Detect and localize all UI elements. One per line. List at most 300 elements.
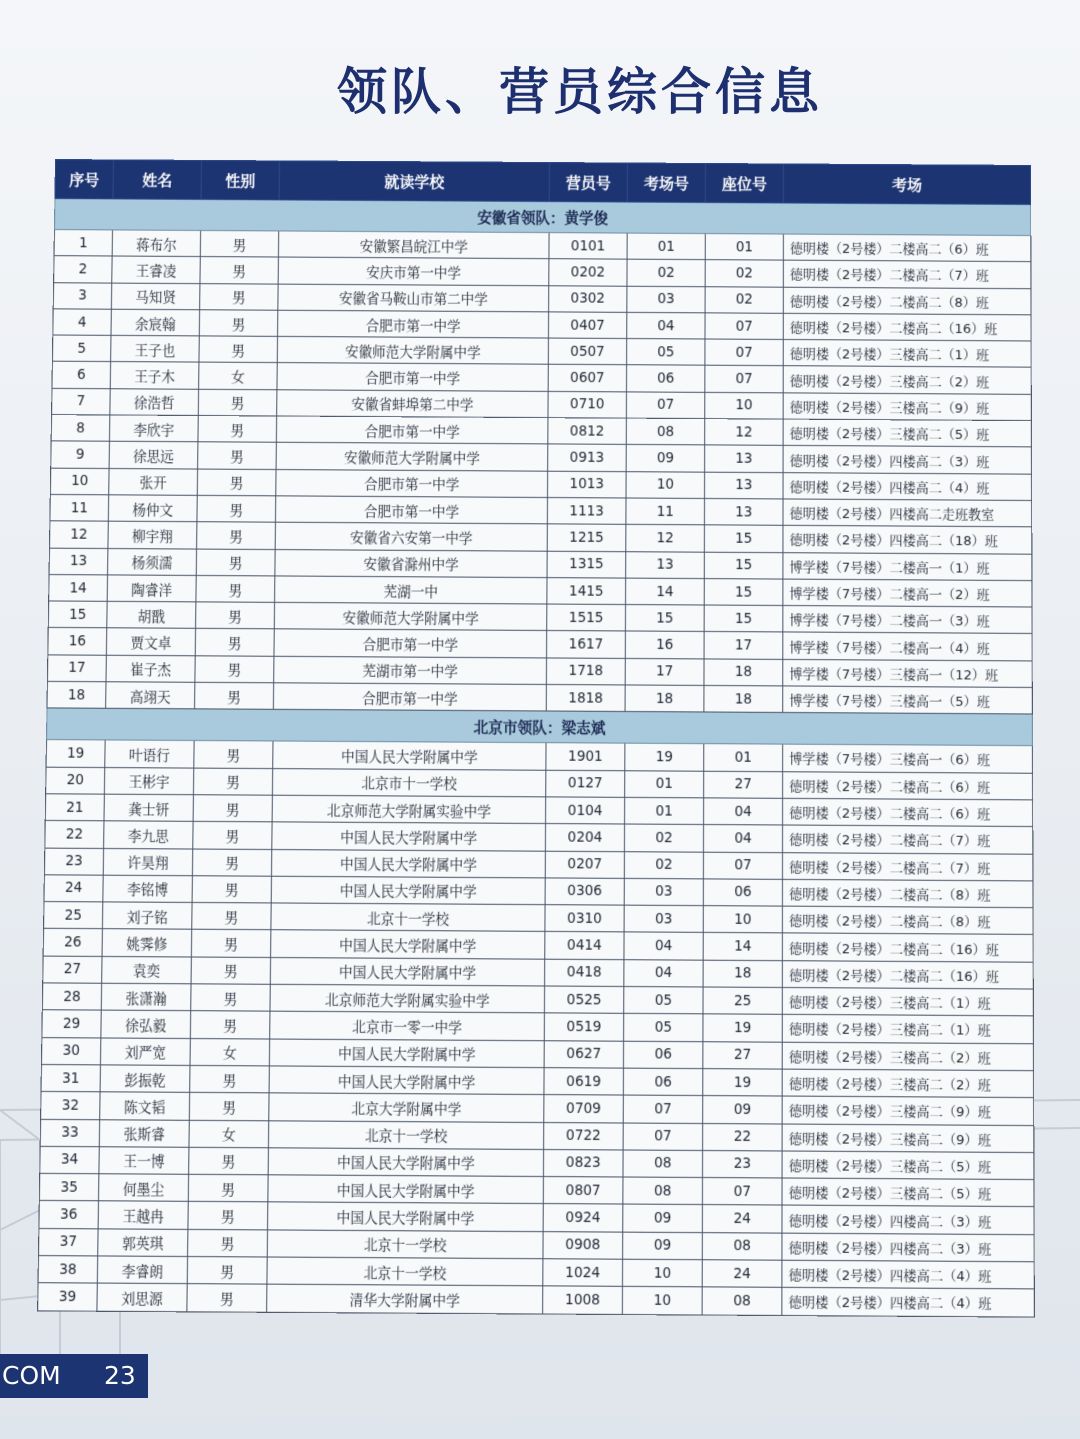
cell-room-number: 14 bbox=[626, 578, 705, 605]
cell-room-number: 09 bbox=[623, 1204, 703, 1232]
cell-index: 30 bbox=[41, 1037, 100, 1065]
cell-school: 安徽省滁州中学 bbox=[275, 549, 547, 577]
cell-name: 叶语行 bbox=[105, 740, 194, 767]
cell-index: 1 bbox=[54, 230, 112, 257]
cell-camper-number: 1013 bbox=[547, 471, 626, 498]
cell-name: 余宸翰 bbox=[111, 309, 200, 336]
cell-school: 合肥市第一中学 bbox=[273, 683, 546, 712]
cell-camper-number: 1617 bbox=[547, 631, 626, 658]
cell-index: 35 bbox=[39, 1173, 99, 1201]
cell-gender: 男 bbox=[196, 549, 275, 576]
cell-camper-number: 0407 bbox=[548, 312, 626, 339]
cell-gender: 男 bbox=[196, 602, 275, 629]
cell-school: 中国人民大学附属中学 bbox=[268, 1202, 544, 1231]
cell-index: 26 bbox=[43, 929, 102, 956]
cell-room-number: 03 bbox=[624, 878, 703, 906]
cell-seat-number: 18 bbox=[704, 685, 783, 712]
cell-room-number: 04 bbox=[627, 312, 705, 339]
cell-seat-number: 10 bbox=[703, 906, 782, 934]
cell-exam-hall: 德明楼（2号楼）四楼高二（3）班 bbox=[783, 446, 1031, 474]
cell-school: 芜湖市第一中学 bbox=[274, 656, 547, 684]
cell-room-number: 03 bbox=[627, 286, 705, 313]
cell-gender: 男 bbox=[188, 1229, 268, 1257]
cell-room-number: 19 bbox=[625, 743, 704, 770]
cell-seat-number: 07 bbox=[705, 366, 783, 393]
cell-seat-number: 24 bbox=[702, 1260, 782, 1288]
cell-name: 王睿凌 bbox=[112, 256, 201, 283]
cell-exam-hall: 德明楼（2号楼）三楼高二（1）班 bbox=[782, 1015, 1033, 1044]
cell-school: 安徽师范大学附属中学 bbox=[274, 603, 547, 631]
cell-index: 27 bbox=[43, 956, 102, 983]
cell-name: 徐弘毅 bbox=[101, 1010, 191, 1038]
cell-school: 中国人民大学附属中学 bbox=[271, 849, 545, 878]
cell-seat-number: 08 bbox=[702, 1232, 782, 1260]
cell-camper-number: 1901 bbox=[546, 743, 625, 770]
cell-index: 22 bbox=[45, 821, 104, 848]
cell-seat-number: 27 bbox=[703, 1041, 782, 1069]
cell-room-number: 09 bbox=[626, 445, 705, 472]
cell-camper-number: 0104 bbox=[546, 797, 625, 824]
cell-camper-number: 1008 bbox=[543, 1286, 623, 1314]
cell-school: 中国人民大学附属中学 bbox=[268, 1175, 544, 1204]
cell-camper-number: 0924 bbox=[543, 1204, 623, 1232]
cell-school: 北京十一学校 bbox=[267, 1257, 543, 1286]
cell-gender: 男 bbox=[194, 741, 273, 768]
cell-exam-hall: 德明楼（2号楼）二楼高二（8）班 bbox=[782, 879, 1033, 908]
cell-exam-hall: 博学楼（7号楼）二楼高一（2）班 bbox=[783, 579, 1032, 607]
cell-index: 13 bbox=[49, 548, 108, 575]
cell-school: 北京师范大学附属实验中学 bbox=[272, 795, 546, 824]
cell-school: 北京大学附属中学 bbox=[269, 1093, 544, 1122]
cell-camper-number: 0812 bbox=[548, 418, 627, 445]
cell-gender: 男 bbox=[190, 1011, 270, 1039]
cell-room-number: 02 bbox=[624, 851, 703, 878]
cell-seat-number: 07 bbox=[703, 852, 782, 879]
cell-gender: 男 bbox=[195, 629, 274, 656]
cell-seat-number: 15 bbox=[704, 605, 783, 632]
cell-exam-hall: 德明楼（2号楼）三楼高二（9）班 bbox=[782, 1096, 1034, 1125]
cell-exam-hall: 德明楼（2号楼）三楼高二（2）班 bbox=[783, 366, 1031, 394]
cell-room-number: 02 bbox=[627, 259, 705, 286]
cell-room-number: 10 bbox=[626, 471, 705, 498]
roster-table-container bbox=[37, 159, 1034, 1317]
cell-name: 李九思 bbox=[104, 821, 194, 849]
cell-index: 33 bbox=[40, 1119, 99, 1147]
cell-room-number: 02 bbox=[624, 824, 703, 851]
cell-name: 何墨尘 bbox=[98, 1174, 188, 1202]
cell-name: 陈文韬 bbox=[100, 1092, 190, 1120]
cell-room-number: 03 bbox=[624, 905, 703, 933]
cell-exam-hall: 德明楼（2号楼）三楼高二（2）班 bbox=[782, 1069, 1033, 1098]
cell-room-number: 01 bbox=[625, 797, 704, 824]
header-school: 就读学校 bbox=[279, 161, 549, 202]
cell-gender: 男 bbox=[187, 1256, 267, 1284]
cell-camper-number: 1315 bbox=[547, 551, 626, 578]
cell-exam-hall: 德明楼（2号楼）四楼高二（4）班 bbox=[782, 1288, 1035, 1317]
cell-school: 中国人民大学附属中学 bbox=[271, 876, 545, 905]
cell-camper-number: 0627 bbox=[544, 1040, 623, 1068]
cell-seat-number: 10 bbox=[705, 392, 783, 419]
cell-seat-number: 18 bbox=[704, 659, 783, 686]
cell-name: 张开 bbox=[109, 468, 198, 495]
cell-camper-number: 0525 bbox=[544, 986, 623, 1014]
cell-gender: 男 bbox=[197, 522, 276, 549]
cell-exam-hall: 德明楼（2号楼）二楼高二（16）班 bbox=[783, 313, 1031, 341]
cell-seat-number: 09 bbox=[703, 1096, 782, 1124]
cell-seat-number: 12 bbox=[705, 419, 783, 446]
cell-seat-number: 15 bbox=[704, 525, 783, 552]
cell-seat-number: 14 bbox=[703, 933, 782, 961]
cell-seat-number: 07 bbox=[705, 313, 783, 340]
cell-exam-hall: 德明楼（2号楼）四楼高二走班教室 bbox=[783, 499, 1032, 527]
cell-seat-number: 23 bbox=[703, 1150, 783, 1178]
cell-seat-number: 19 bbox=[703, 1014, 782, 1042]
cell-room-number: 06 bbox=[623, 1068, 702, 1096]
cell-exam-hall: 博学楼（7号楼）二楼高一（3）班 bbox=[783, 606, 1032, 634]
cell-seat-number: 13 bbox=[704, 498, 783, 525]
header-seat-number: 座位号 bbox=[705, 163, 783, 202]
cell-name: 刘思源 bbox=[97, 1283, 187, 1311]
cell-school: 合肥市第一中学 bbox=[275, 496, 547, 524]
cell-room-number: 08 bbox=[626, 418, 705, 445]
cell-school: 北京十一学校 bbox=[271, 903, 545, 932]
cell-index: 19 bbox=[46, 740, 105, 767]
cell-index: 9 bbox=[51, 441, 110, 468]
cell-gender: 男 bbox=[197, 469, 276, 496]
cell-room-number: 05 bbox=[624, 987, 703, 1015]
cell-exam-hall: 德明楼（2号楼）四楼高二（3）班 bbox=[782, 1205, 1034, 1234]
cell-index: 8 bbox=[51, 415, 110, 442]
cell-room-number: 10 bbox=[622, 1259, 702, 1287]
cell-exam-hall: 德明楼（2号楼）三楼高二（1）班 bbox=[782, 987, 1033, 1016]
header-index: 序号 bbox=[55, 160, 114, 199]
cell-name: 刘严宽 bbox=[100, 1038, 190, 1066]
cell-school: 安徽省蚌埠第二中学 bbox=[277, 390, 548, 418]
cell-exam-hall: 德明楼（2号楼）四楼高二（3）班 bbox=[782, 1233, 1034, 1262]
cell-name: 柳宇翔 bbox=[108, 521, 197, 548]
cell-seat-number: 18 bbox=[703, 960, 782, 988]
cell-seat-number: 08 bbox=[702, 1287, 782, 1315]
cell-exam-hall: 德明楼（2号楼）四楼高二（4）班 bbox=[782, 1260, 1034, 1289]
cell-gender: 男 bbox=[193, 822, 272, 849]
cell-gender: 男 bbox=[198, 442, 277, 469]
cell-gender: 男 bbox=[193, 795, 272, 822]
cell-index: 21 bbox=[45, 794, 104, 821]
cell-gender: 男 bbox=[191, 984, 271, 1012]
cell-gender: 男 bbox=[195, 656, 274, 683]
cell-gender: 女 bbox=[190, 1038, 270, 1066]
cell-exam-hall: 德明楼（2号楼）二楼高二（6）班 bbox=[783, 771, 1033, 799]
page-number: 23 bbox=[104, 1361, 136, 1390]
cell-gender: 男 bbox=[198, 416, 277, 443]
cell-gender: 男 bbox=[189, 1147, 269, 1175]
cell-room-number: 16 bbox=[625, 631, 704, 658]
cell-name: 杨仲文 bbox=[108, 495, 197, 522]
cell-exam-hall: 德明楼（2号楼）四楼高二（18）班 bbox=[783, 526, 1032, 554]
cell-name: 李睿朗 bbox=[97, 1256, 187, 1284]
cell-gender: 男 bbox=[199, 310, 278, 337]
cell-camper-number: 1515 bbox=[547, 604, 626, 631]
roster-table bbox=[37, 159, 1035, 1317]
cell-seat-number: 13 bbox=[705, 445, 784, 472]
cell-school: 中国人民大学附属中学 bbox=[268, 1148, 543, 1177]
cell-room-number: 08 bbox=[623, 1177, 703, 1205]
cell-exam-hall: 德明楼（2号楼）三楼高二（9）班 bbox=[783, 393, 1031, 421]
cell-school: 北京十一学校 bbox=[268, 1120, 543, 1149]
cell-index: 29 bbox=[42, 1010, 101, 1038]
cell-exam-hall: 德明楼（2号楼）二楼高二（16）班 bbox=[782, 960, 1033, 989]
cell-camper-number: 0807 bbox=[543, 1177, 623, 1205]
cell-index: 25 bbox=[44, 902, 103, 929]
cell-gender: 女 bbox=[199, 363, 278, 390]
cell-school: 芜湖一中 bbox=[275, 576, 547, 604]
cell-index: 10 bbox=[50, 468, 109, 495]
cell-school: 合肥市第一中学 bbox=[278, 310, 549, 338]
cell-exam-hall: 德明楼（2号楼）四楼高二（4）班 bbox=[783, 472, 1032, 500]
cell-name: 刘子铭 bbox=[102, 902, 192, 930]
cell-seat-number: 13 bbox=[705, 472, 784, 499]
cell-name: 蒋布尔 bbox=[112, 230, 200, 257]
cell-name: 姚霁修 bbox=[102, 929, 192, 957]
cell-exam-hall: 德明楼（2号楼）三楼高二（5）班 bbox=[783, 419, 1031, 447]
page-title: 领队、营员综合信息 bbox=[337, 63, 823, 121]
cell-room-number: 06 bbox=[626, 365, 704, 392]
cell-name: 龚士钘 bbox=[104, 794, 193, 821]
cell-exam-hall: 德明楼（2号楼）二楼高二（7）班 bbox=[783, 260, 1031, 288]
cell-camper-number: 0414 bbox=[545, 932, 624, 960]
cell-camper-number: 0519 bbox=[544, 1013, 623, 1041]
cell-index: 6 bbox=[52, 362, 111, 389]
cell-index: 28 bbox=[42, 983, 101, 1011]
cell-index: 36 bbox=[39, 1201, 99, 1229]
cell-school: 清华大学附属中学 bbox=[267, 1284, 543, 1313]
cell-camper-number: 0619 bbox=[544, 1068, 624, 1096]
cell-exam-hall: 博学楼（7号楼）二楼高一（1）班 bbox=[783, 552, 1032, 580]
cell-room-number: 10 bbox=[622, 1287, 702, 1315]
cell-name: 彭振乾 bbox=[100, 1065, 190, 1093]
cell-camper-number: 1215 bbox=[547, 524, 626, 551]
cell-seat-number: 24 bbox=[702, 1205, 782, 1233]
cell-index: 32 bbox=[41, 1092, 100, 1120]
cell-room-number: 12 bbox=[626, 525, 705, 552]
cell-camper-number: 0722 bbox=[544, 1122, 624, 1150]
cell-gender: 男 bbox=[189, 1093, 269, 1121]
cell-camper-number: 0823 bbox=[543, 1149, 623, 1177]
cell-index: 7 bbox=[52, 388, 111, 415]
cell-camper-number: 0310 bbox=[545, 905, 624, 933]
header-name: 姓名 bbox=[113, 160, 202, 200]
cell-gender: 男 bbox=[200, 283, 279, 310]
cell-index: 15 bbox=[48, 601, 107, 628]
cell-gender: 男 bbox=[198, 389, 277, 416]
cell-gender: 男 bbox=[192, 903, 271, 931]
cell-room-number: 08 bbox=[623, 1150, 703, 1178]
cell-index: 23 bbox=[44, 848, 103, 875]
cell-exam-hall: 德明楼（2号楼）三楼高二（2）班 bbox=[782, 1042, 1033, 1071]
cell-gender: 男 bbox=[193, 768, 272, 795]
cell-name: 许昊翔 bbox=[103, 848, 193, 876]
cell-exam-hall: 博学楼（7号楼）三楼高一（6）班 bbox=[783, 744, 1033, 772]
cell-index: 38 bbox=[38, 1256, 98, 1284]
cell-school: 安徽师范大学附属中学 bbox=[276, 443, 548, 471]
cell-room-number: 06 bbox=[623, 1041, 702, 1069]
cell-seat-number: 19 bbox=[703, 1069, 782, 1097]
cell-room-number: 07 bbox=[623, 1095, 703, 1123]
cell-gender: 男 bbox=[190, 1065, 270, 1093]
cell-school: 合肥市第一中学 bbox=[277, 363, 548, 391]
cell-name: 陶睿洋 bbox=[107, 575, 196, 602]
cell-school: 中国人民大学附属中学 bbox=[272, 822, 546, 851]
page-footer bbox=[0, 1354, 148, 1398]
cell-room-number: 07 bbox=[626, 392, 704, 419]
cell-camper-number: 1818 bbox=[546, 685, 625, 712]
cell-gender: 男 bbox=[187, 1284, 267, 1312]
cell-seat-number: 15 bbox=[704, 552, 783, 579]
cell-room-number: 17 bbox=[625, 658, 704, 685]
cell-room-number: 04 bbox=[624, 959, 703, 987]
cell-gender: 女 bbox=[189, 1120, 269, 1148]
cell-name: 李铭博 bbox=[103, 875, 193, 903]
cell-seat-number: 17 bbox=[704, 632, 783, 659]
cell-index: 4 bbox=[53, 309, 112, 336]
cell-school: 北京十一学校 bbox=[267, 1230, 543, 1259]
cell-seat-number: 07 bbox=[705, 339, 783, 366]
cell-index: 24 bbox=[44, 875, 103, 902]
cell-gender: 男 bbox=[191, 930, 271, 958]
cell-room-number: 15 bbox=[625, 605, 704, 632]
cell-seat-number: 15 bbox=[704, 578, 783, 605]
cell-school: 安徽省马鞍山市第二中学 bbox=[278, 284, 549, 312]
cell-name: 王子木 bbox=[110, 362, 199, 389]
cell-seat-number: 02 bbox=[705, 260, 783, 287]
cell-name: 王一博 bbox=[99, 1147, 189, 1175]
cell-exam-hall: 德明楼（2号楼）二楼高二（7）班 bbox=[783, 825, 1033, 854]
cell-exam-hall: 德明楼（2号楼）二楼高二（16）班 bbox=[782, 933, 1033, 962]
cell-exam-hall: 德明楼（2号楼）三楼高二（5）班 bbox=[782, 1151, 1034, 1180]
cell-room-number: 11 bbox=[626, 498, 705, 525]
cell-school: 北京市十一学校 bbox=[272, 768, 545, 797]
header-camper-number: 营员号 bbox=[549, 163, 627, 202]
cell-name: 王彬宇 bbox=[104, 767, 193, 794]
cell-school: 中国人民大学附属中学 bbox=[273, 741, 546, 770]
cell-name: 高翊天 bbox=[106, 682, 195, 709]
cell-camper-number: 0709 bbox=[544, 1095, 624, 1123]
cell-seat-number: 01 bbox=[704, 744, 783, 771]
cell-camper-number: 0507 bbox=[548, 338, 626, 365]
cell-camper-number: 0607 bbox=[548, 365, 626, 392]
cell-camper-number: 1718 bbox=[546, 658, 625, 685]
cell-name: 马知贤 bbox=[111, 283, 200, 310]
cell-gender: 男 bbox=[195, 682, 274, 709]
cell-exam-hall: 德明楼（2号楼）二楼高二（6）班 bbox=[783, 798, 1033, 826]
cell-index: 17 bbox=[47, 655, 106, 682]
cell-gender: 男 bbox=[199, 336, 278, 363]
cell-school: 安庆市第一中学 bbox=[278, 257, 549, 285]
cell-camper-number: 0306 bbox=[545, 878, 624, 906]
cell-room-number: 18 bbox=[625, 685, 704, 712]
cell-seat-number: 04 bbox=[704, 798, 783, 825]
cell-gender: 男 bbox=[197, 495, 276, 522]
cell-exam-hall: 德明楼（2号楼）三楼高二（5）班 bbox=[782, 1178, 1034, 1207]
cell-camper-number: 0204 bbox=[545, 824, 624, 851]
cell-index: 34 bbox=[40, 1146, 100, 1174]
cell-index: 31 bbox=[41, 1064, 100, 1092]
header-gender: 性别 bbox=[201, 160, 279, 199]
cell-camper-number: 0913 bbox=[548, 444, 627, 471]
cell-gender: 男 bbox=[188, 1202, 268, 1230]
cell-seat-number: 02 bbox=[705, 286, 783, 313]
cell-camper-number: 1113 bbox=[547, 497, 626, 524]
header-room-number: 考场号 bbox=[627, 163, 705, 202]
cell-camper-number: 0127 bbox=[546, 770, 625, 797]
cell-name: 张潇瀚 bbox=[101, 983, 191, 1011]
cell-name: 郭英琪 bbox=[98, 1229, 188, 1257]
cell-name: 王子也 bbox=[111, 336, 200, 363]
cell-index: 3 bbox=[53, 282, 112, 309]
cell-index: 20 bbox=[46, 767, 105, 794]
header-exam-hall: 考场 bbox=[783, 164, 1030, 205]
cell-gender: 男 bbox=[192, 876, 271, 904]
cell-school: 北京师范大学附属实验中学 bbox=[270, 984, 545, 1013]
cell-room-number: 01 bbox=[627, 233, 705, 260]
cell-name: 杨须濡 bbox=[108, 548, 197, 575]
cell-seat-number: 01 bbox=[705, 234, 783, 261]
cell-index: 14 bbox=[49, 574, 108, 601]
cell-room-number: 04 bbox=[624, 932, 703, 960]
cell-index: 2 bbox=[54, 256, 113, 283]
cell-exam-hall: 德明楼（2号楼）三楼高二（9）班 bbox=[782, 1123, 1034, 1152]
cell-gender: 男 bbox=[200, 230, 278, 257]
cell-camper-number: 0207 bbox=[545, 851, 624, 878]
cell-exam-hall: 博学楼（7号楼）三楼高一（12）班 bbox=[783, 659, 1033, 687]
cell-gender: 男 bbox=[188, 1174, 268, 1202]
cell-camper-number: 0908 bbox=[543, 1231, 623, 1259]
cell-index: 39 bbox=[38, 1283, 98, 1311]
cell-school: 安徽省六安第一中学 bbox=[275, 522, 547, 550]
group-leader-label: 安徽省领队：黄学俊 bbox=[54, 199, 1030, 236]
cell-name: 崔子杰 bbox=[106, 655, 195, 682]
cell-index: 11 bbox=[50, 494, 109, 521]
table-row bbox=[38, 1283, 1035, 1317]
cell-room-number: 13 bbox=[626, 551, 705, 578]
cell-gender: 男 bbox=[196, 575, 275, 602]
cell-name: 张斯睿 bbox=[99, 1119, 189, 1147]
cell-exam-hall: 德明楼（2号楼）三楼高二（1）班 bbox=[783, 340, 1031, 368]
cell-gender: 男 bbox=[191, 957, 271, 985]
cell-school: 合肥市第一中学 bbox=[276, 469, 548, 497]
cell-school: 中国人民大学附属中学 bbox=[269, 1039, 544, 1068]
cell-gender: 男 bbox=[200, 257, 278, 284]
table-body bbox=[38, 199, 1035, 1317]
cell-seat-number: 22 bbox=[703, 1123, 783, 1151]
cell-camper-number: 0418 bbox=[545, 959, 624, 987]
cell-index: 18 bbox=[47, 681, 106, 708]
cell-school: 安徽繁昌皖江中学 bbox=[278, 231, 549, 259]
cell-name: 徐思远 bbox=[109, 442, 198, 469]
cell-index: 5 bbox=[52, 335, 111, 362]
cell-exam-hall: 德明楼（2号楼）二楼高二（8）班 bbox=[782, 906, 1033, 935]
cell-seat-number: 25 bbox=[703, 987, 782, 1015]
cell-room-number: 01 bbox=[625, 770, 704, 797]
cell-seat-number: 27 bbox=[704, 771, 783, 798]
cell-index: 16 bbox=[48, 628, 107, 655]
cell-school: 中国人民大学附属中学 bbox=[269, 1066, 544, 1095]
cell-school: 合肥市第一中学 bbox=[274, 629, 547, 657]
cell-school: 北京市一零一中学 bbox=[270, 1011, 545, 1040]
cell-exam-hall: 德明楼（2号楼）二楼高二（8）班 bbox=[783, 287, 1031, 315]
cell-index: 12 bbox=[49, 521, 108, 548]
cell-seat-number: 04 bbox=[703, 825, 782, 852]
